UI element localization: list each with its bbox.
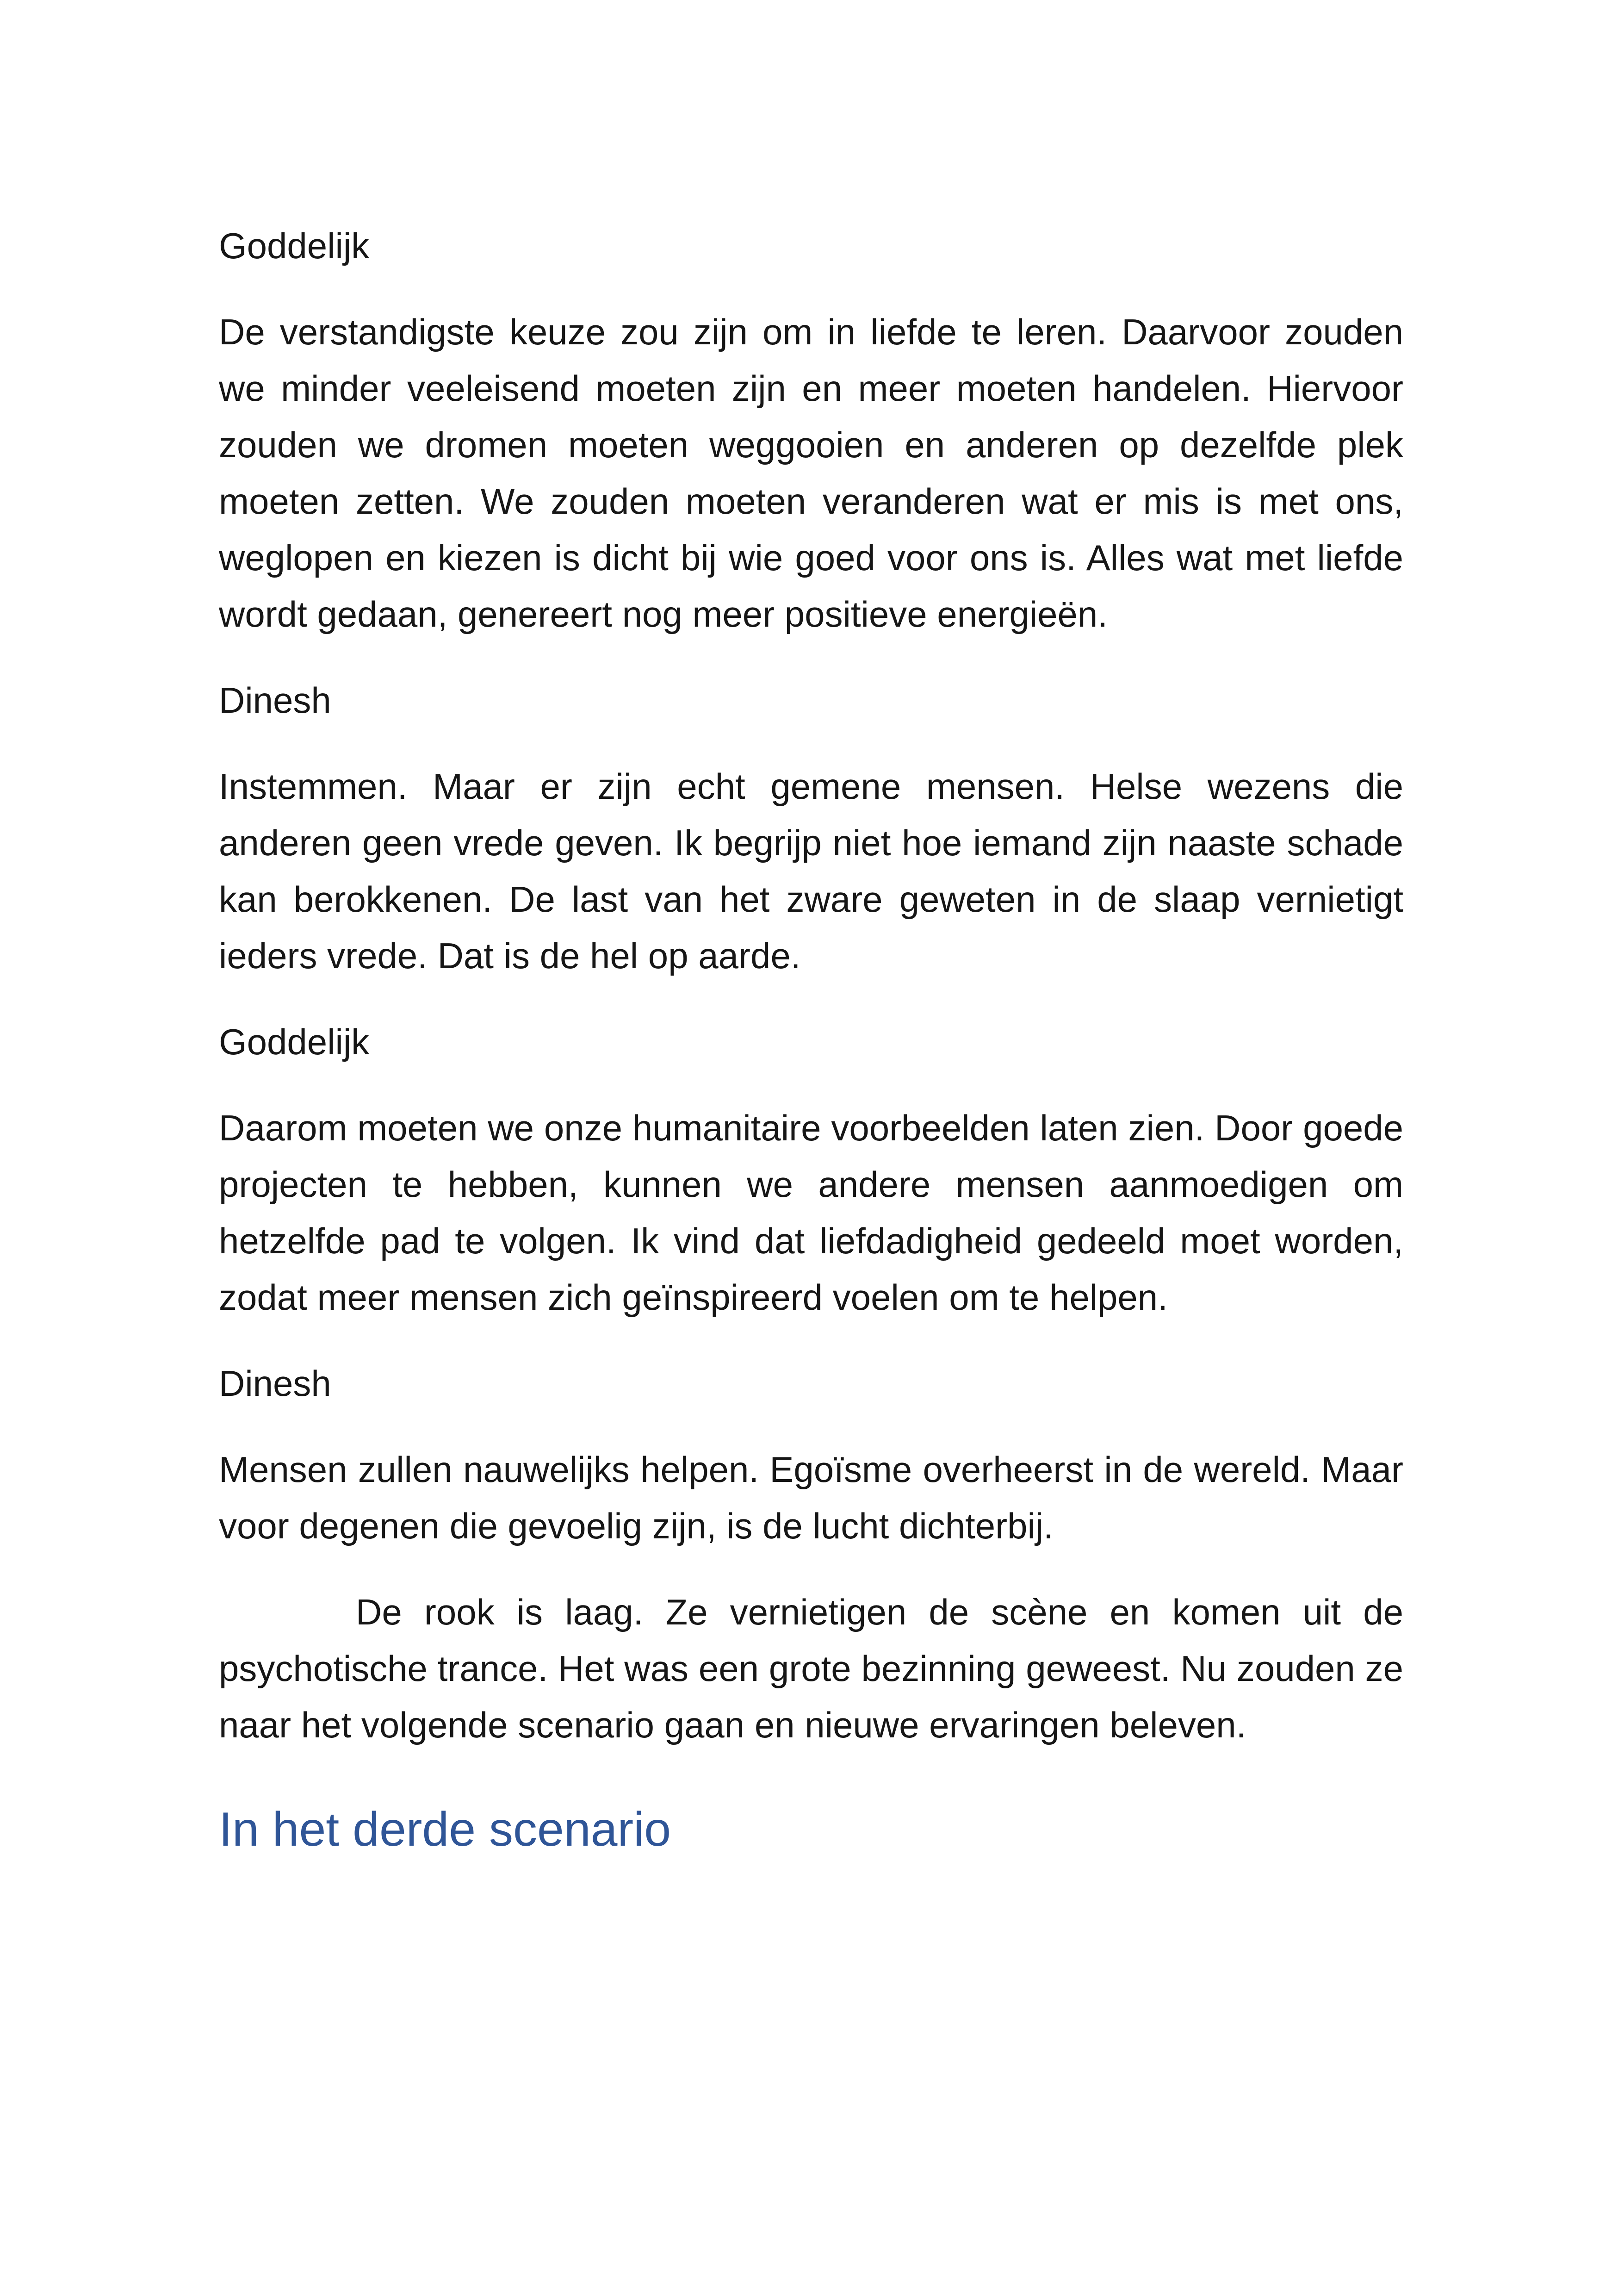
section-heading: In het derde scenario <box>219 1803 671 1856</box>
page-content <box>219 218 1403 1860</box>
dialogue-paragraph: Instemmen. Maar er zijn echt gemene mensen. Helse wezens die anderen geen vrede geven. Ik begrijp niet hoe iemand zijn naaste schade kan berokkenen. De last van het zware geweten in de slaap vernietigt ieders vrede. Dat is de hel op aarde. <box>219 766 1403 976</box>
dialogue-paragraph: Daarom moeten we onze humanitaire voorbeelden laten zien. Door goede projecten te hebben, kunnen we andere mensen aanmoedigen om hetzelfde pad te volgen. Ik vind dat liefdadigheid gedeeld moet worden, zodat meer mensen zich geïnspireerd voelen om te helpen. <box>219 1108 1403 1318</box>
dialogue-paragraph: Mensen zullen nauwelijks helpen. Egoïsme overheerst in de wereld. Maar voor degenen die gevoelig zijn, is de lucht dichterbij. <box>219 1449 1403 1546</box>
dialogue-paragraph: De verstandigste keuze zou zijn om in liefde te leren. Daarvoor zouden we minder veeleisend moeten zijn en meer moeten handelen. Hiervoor zouden we dromen moeten weggooien en anderen op dezelfde plek moeten zetten. We zouden moeten veranderen wat er mis is met ons, weglopen en kiezen is dicht bij wie goed voor ons is. Alles wat met liefde wordt gedaan, genereert nog meer positieve energieën. <box>219 311 1403 635</box>
speaker-label: Dinesh <box>219 1363 331 1404</box>
speaker-label: Goddelijk <box>219 1021 370 1062</box>
speaker-label: Dinesh <box>219 680 331 721</box>
stage-direction-paragraph: De rook is laag. Ze vernietigen de scène en komen uit de psychotische trance. Het was een grote bezinning geweest. Nu zouden ze naar het volgende scenario gaan en nieuwe ervaringen beleven. <box>219 1592 1403 1745</box>
speaker-label: Goddelijk <box>219 225 370 266</box>
